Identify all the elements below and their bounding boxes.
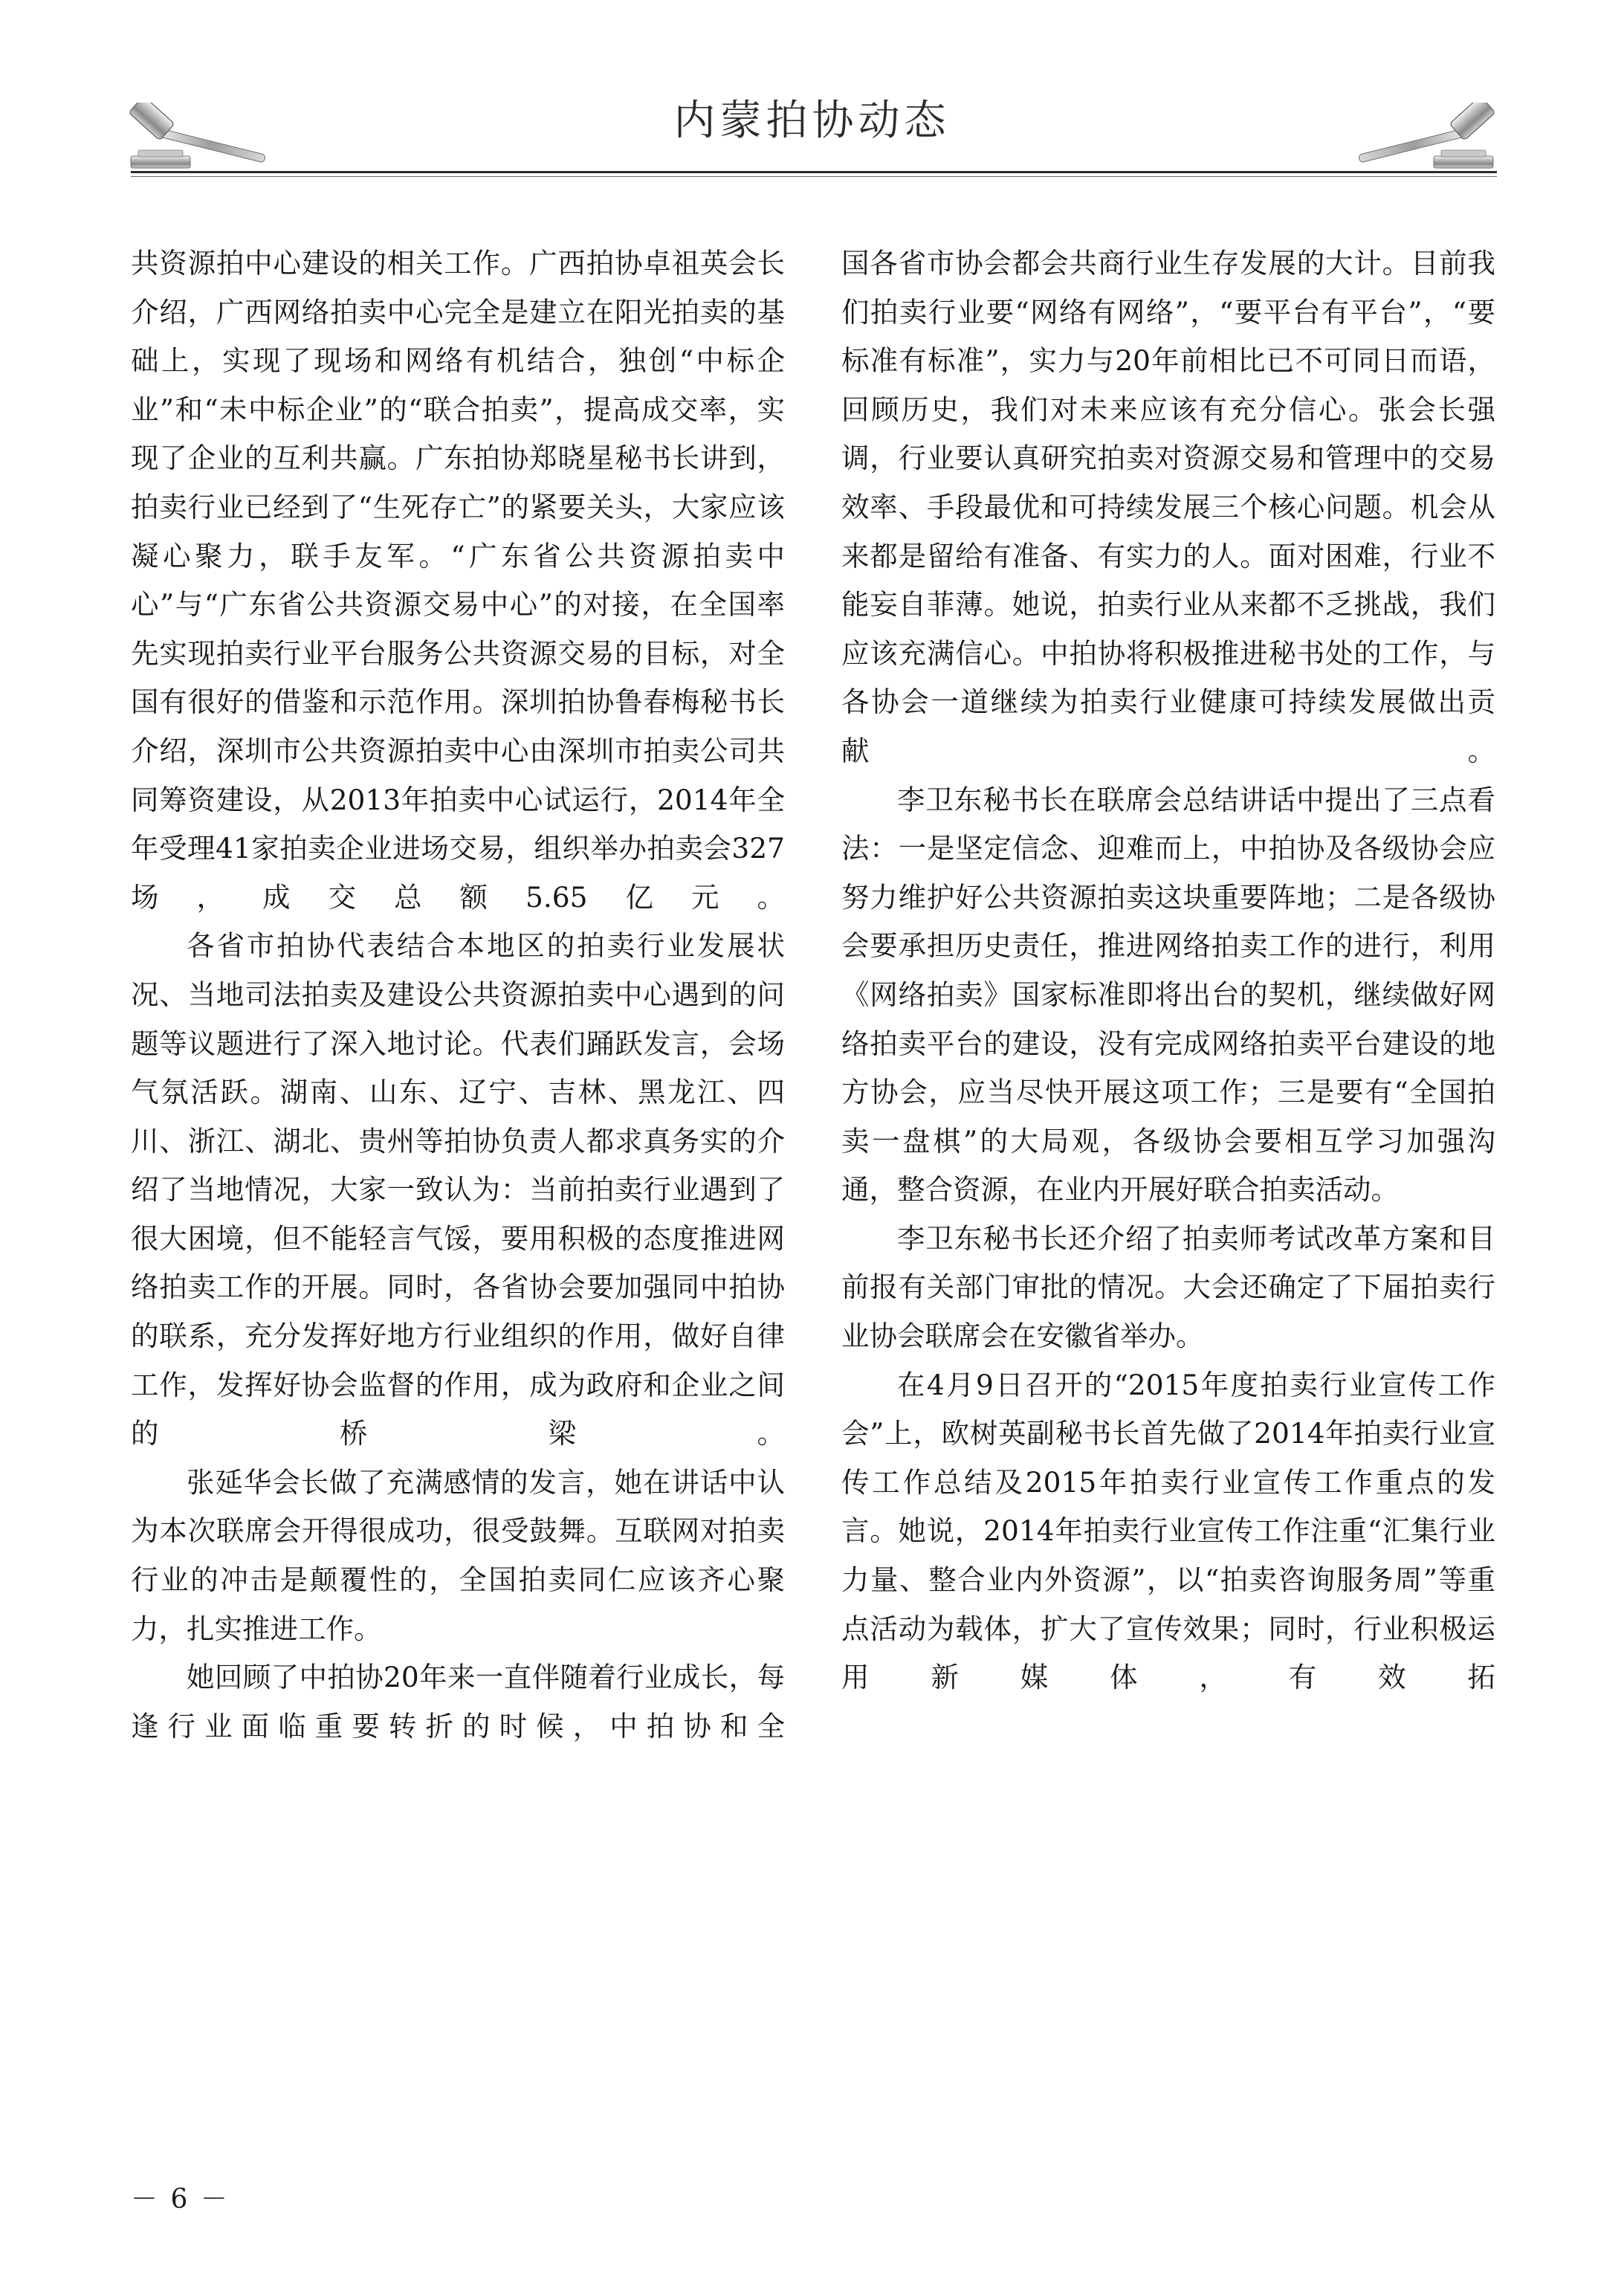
page-title: 内蒙拍协动态 <box>673 97 951 145</box>
body-columns <box>131 239 1495 2120</box>
paragraph: 李卫东秘书长在联席会总结讲话中提出了三点看法：一是坚定信念、迎难而上，中拍协及各级协会应努力维护好公共资源拍卖这块重要阵地；二是各级协会要承担历史责任，推进网络拍卖工作的进行，利用《网络拍卖》国家标准即将出台的契机，继续做好网络拍卖平台的建设，没有完成网络拍卖平台建设的地方协会，应当尽快开展这项工作；三是要有“全国拍卖一盘棋”的大局观，各级协会要相互学习加强沟通，整合资源，在业内开展好联合拍卖活动。 <box>841 783 1495 1207</box>
paragraph: 她回顾了中拍协20年来一直伴随着行业成长，每逢行业面临重要转折的时候，中拍协和全 <box>131 1661 785 1743</box>
page-header <box>126 88 1498 184</box>
page-footer <box>131 2178 1495 2216</box>
header-divider <box>131 171 1497 173</box>
paragraph: 李卫东秘书长还介绍了拍卖师考试改革方案和目前报有关部门审批的情况。大会还确定了下届拍卖行业协会联席会在安徽省举办。 <box>841 1221 1495 1353</box>
paragraph: 各省市拍协代表结合本地区的拍卖行业发展状况、当地司法拍卖及建设公共资源拍卖中心遇到的问题等议题进行了深入地讨论。代表们踊跃发言，会场气氛活跃。湖南、山东、辽宁、吉林、黑龙江、四川、浙江、湖北、贵州等拍协负责人都求真务实的介绍了当地情况，大家一致认为：当前拍卖行业遇到了很大困境，但不能轻言气馁，要用积极的态度推进网络拍卖工作的开展。同时，各省协会要加强同中拍协的联系，充分发挥好地方行业组织的作用，做好自律工作，发挥好协会监督的作用，成为政府和企业之间的桥梁。 <box>131 929 785 1450</box>
header-divider-thin <box>131 176 1497 177</box>
paragraph: 在4月9日召开的“2015年度拍卖行业宣传工作会”上，欧树英副秘书长首先做了2014年拍卖行业宣传工作总结及2015年拍卖行业宣传工作重点的发言。她说，2014年拍卖行业宣传工作注重“汇集行业力量、整合业内外资源”，以“拍卖咨询服务周”等重点活动为载体，扩大了宣传效果；同时，行业积极运用新媒体，有效拓 <box>841 1368 1495 1694</box>
paragraph: 张延华会长做了充满感情的发言，她在讲话中认为本次联席会开得很成功，很受鼓舞。互联网对拍卖行业的冲击是颠覆性的，全国拍卖同仁应该齐心聚力，扎实推进工作。 <box>131 1465 785 1645</box>
left-column <box>131 239 785 2120</box>
paragraph: 共资源拍中心建设的相关工作。广西拍协卓祖英会长介绍，广西网络拍卖中心完全是建立在阳光拍卖的基础上，实现了现场和网络有机结合，独创“中标企业”和“未中标企业”的“联合拍卖”，提高成交率，实现了企业的互利共赢。广东拍协郑晓星秘书长讲到，拍卖行业已经到了“生死存亡”的紧要关头，大家应该凝心聚力，联手友军。“广东省公共资源拍卖中心”与“广东省公共资源交易中心”的对接，在全国率先实现拍卖行业平台服务公共资源交易的目标，对全国有很好的借鉴和示范作用。深圳拍协鲁春梅秘书长介绍，深圳市公共资源拍卖中心由深圳市拍卖公司共同筹资建设，从2013年拍卖中心试运行，2014年全年受理41家拍卖企业进场交易，组织举办拍卖会327场，成交总额5.65亿元。 <box>131 247 785 914</box>
paragraph: 国各省市协会都会共商行业生存发展的大计。目前我们拍卖行业要“网络有网络”，“要平台有平台”，“要标准有标准”，实力与20年前相比已不可同日而语，回顾历史，我们对未来应该有充分信心。张会长强调，行业要认真研究拍卖对资源交易和管理中的交易效率、手段最优和可持续发展三个核心问题。机会从来都是留给有准备、有实力的人。面对困难，行业不能妄自菲薄。她说，拍卖行业从来都不乏挑战，我们应该充满信心。中拍协将积极推进秘书处的工作，与各协会一道继续为拍卖行业健康可持续发展做出贡献。 <box>841 247 1495 767</box>
right-column <box>841 239 1495 2120</box>
page-number: － 6 － <box>131 2184 230 2215</box>
